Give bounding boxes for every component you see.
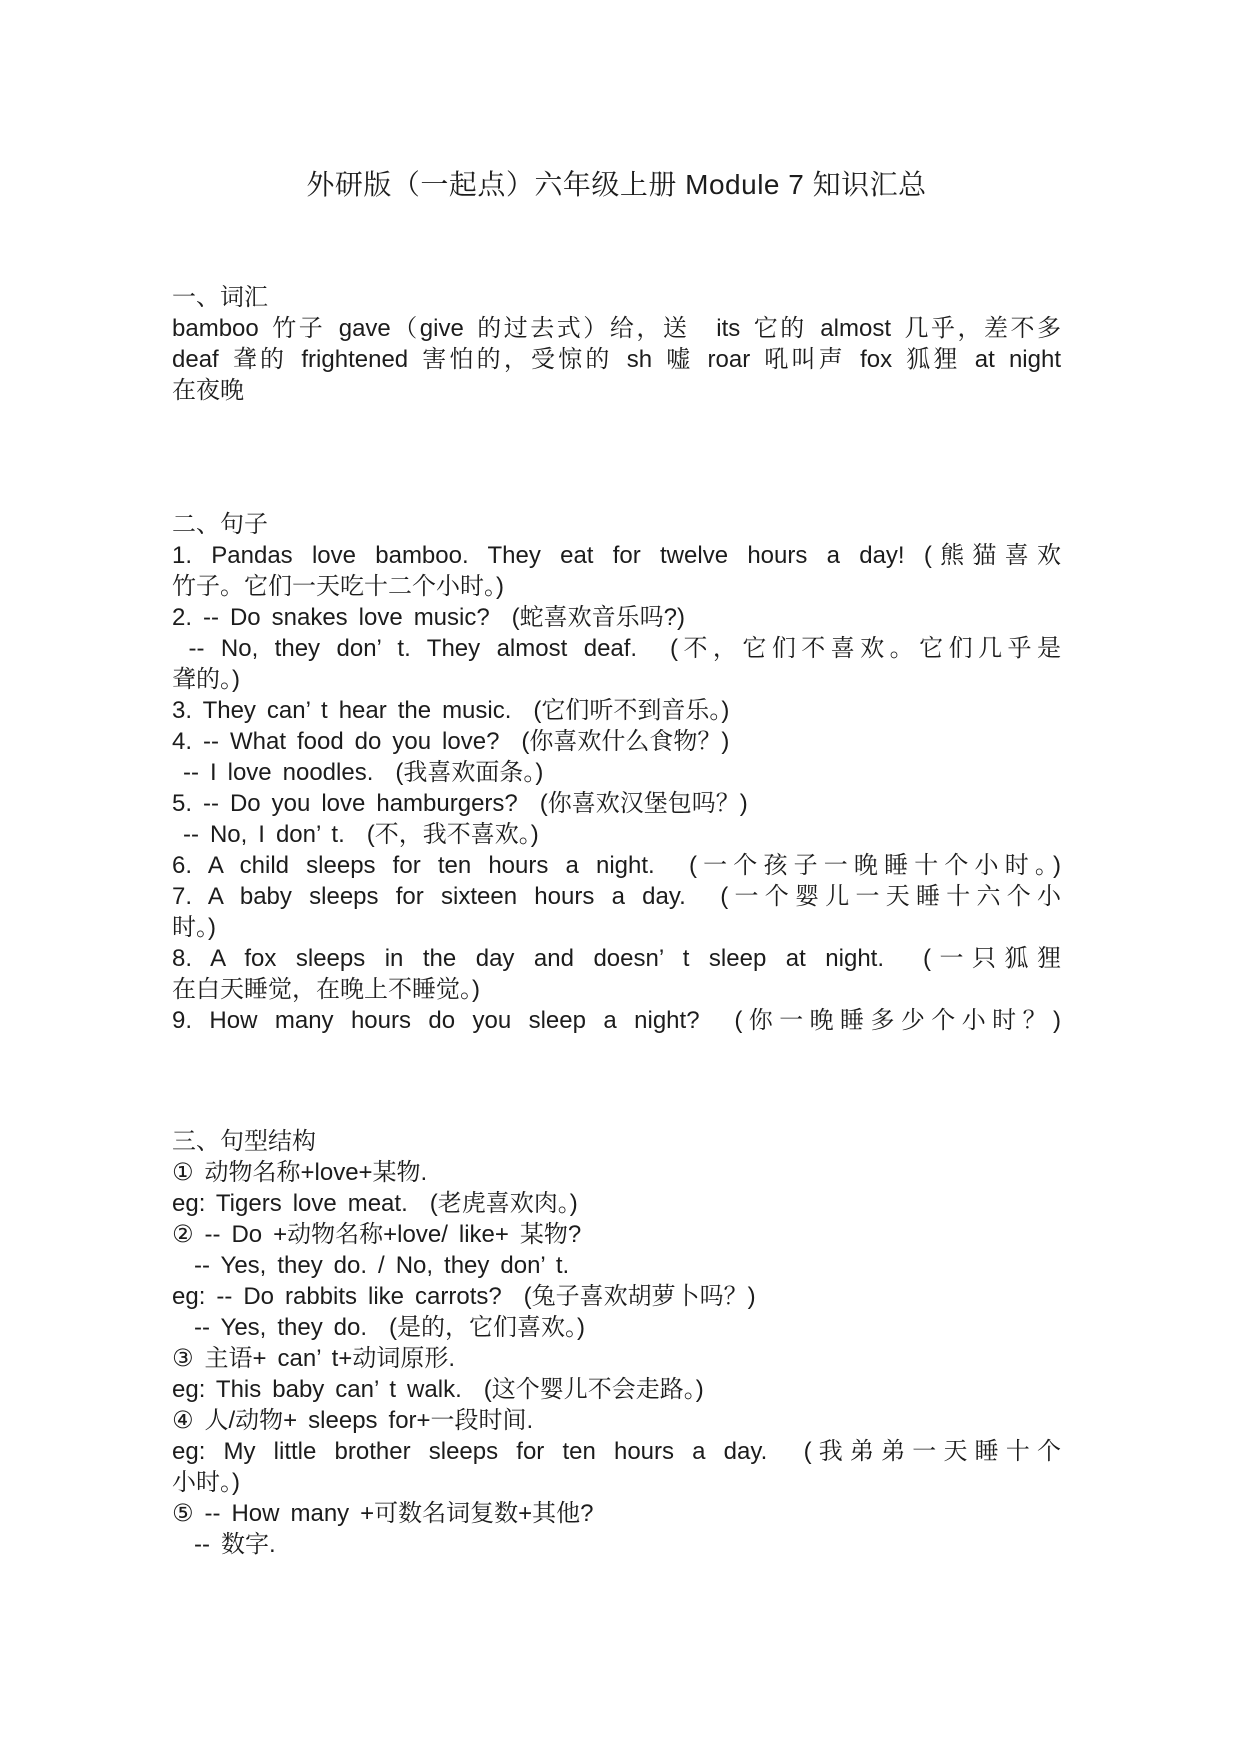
- text-line: ③ 主语+ can’ t+动词原形.: [172, 1345, 455, 1372]
- text-line: 5. -- Do you love hamburgers? (你喜欢汉堡包吗？): [172, 790, 748, 817]
- section-patterns: [172, 1126, 1061, 1560]
- text-line: bamboo 竹子 gave（give 的过去式）给，送 its 它的 almost 几乎，差不多: [172, 315, 1061, 342]
- section-heading: 三、句型结构: [172, 1128, 316, 1155]
- text-line: 时。): [172, 914, 216, 941]
- text-line: 7. A baby sleeps for sixteen hours a day. (一个婴儿一天睡十六个小: [172, 883, 1061, 910]
- text-line: 3. They can’ t hear the music. (它们听不到音乐。): [172, 697, 730, 724]
- text-line: 聋的。): [172, 666, 240, 693]
- section-vocabulary: [172, 282, 1061, 406]
- text-line: 在夜晚: [172, 377, 244, 404]
- text-line: deaf 聋的 frightened 害怕的，受惊的 sh 嘘 roar 吼叫声 fox 狐狸 at night: [172, 346, 1061, 373]
- section-sentences: [172, 509, 1061, 1036]
- text-line: eg: Tigers love meat. (老虎喜欢肉。): [172, 1190, 578, 1217]
- text-line: -- 数字.: [172, 1531, 276, 1558]
- text-line: 8. A fox sleeps in the day and doesn’ t sleep at night. (一只狐狸: [172, 945, 1061, 972]
- text-line: 竹子。它们一天吃十二个小时。): [172, 573, 504, 600]
- text-line: 在白天睡觉，在晚上不睡觉。): [172, 976, 480, 1003]
- text-line: eg: My little brother sleeps for ten hours a day. (我弟弟一天睡十个: [172, 1438, 1061, 1465]
- text-line: 1. Pandas love bamboo. They eat for twelve hours a day! (熊猫喜欢: [172, 542, 1061, 569]
- text-line: eg: -- Do rabbits like carrots? (兔子喜欢胡萝卜吗？): [172, 1283, 756, 1310]
- text-line: 4. -- What food do you love? (你喜欢什么食物？): [172, 728, 730, 755]
- text-line: -- I love noodles. (我喜欢面条。): [172, 759, 544, 786]
- page-title: 外研版（一起点）六年级上册 Module 7 知识汇总: [306, 169, 927, 200]
- text-line: ⑤ -- How many +可数名词复数+其他?: [172, 1500, 594, 1527]
- text-line: ④ 人/动物+ sleeps for+一段时间.: [172, 1407, 534, 1434]
- document-content: [172, 282, 1061, 1560]
- section-heading: 一、词汇: [172, 284, 268, 311]
- text-line: 9. How many hours do you sleep a night? (你一晚睡多少个小时？): [172, 1007, 1061, 1034]
- text-line: -- Yes, they do. / No, they don’ t.: [172, 1252, 570, 1279]
- section-heading: 二、句子: [172, 511, 268, 538]
- text-line: ② -- Do +动物名称+love/ like+ 某物?: [172, 1221, 582, 1248]
- text-line: 小时。): [172, 1469, 240, 1496]
- text-line: -- Yes, they do. (是的，它们喜欢。): [172, 1314, 586, 1341]
- text-line: -- No, I don’ t. (不，我不喜欢。): [172, 821, 539, 848]
- text-line: 2. -- Do snakes love music? (蛇喜欢音乐吗?): [172, 604, 686, 631]
- text-line: ① 动物名称+love+某物.: [172, 1159, 428, 1186]
- text-line: 6. A child sleeps for ten hours a night. (一个孩子一晚睡十个小时。): [172, 852, 1061, 879]
- text-line: eg: This baby can’ t walk. (这个婴儿不会走路。): [172, 1376, 704, 1403]
- text-line: -- No, they don’ t. They almost deaf. (不，它们不喜欢。它们几乎是: [172, 635, 1061, 662]
